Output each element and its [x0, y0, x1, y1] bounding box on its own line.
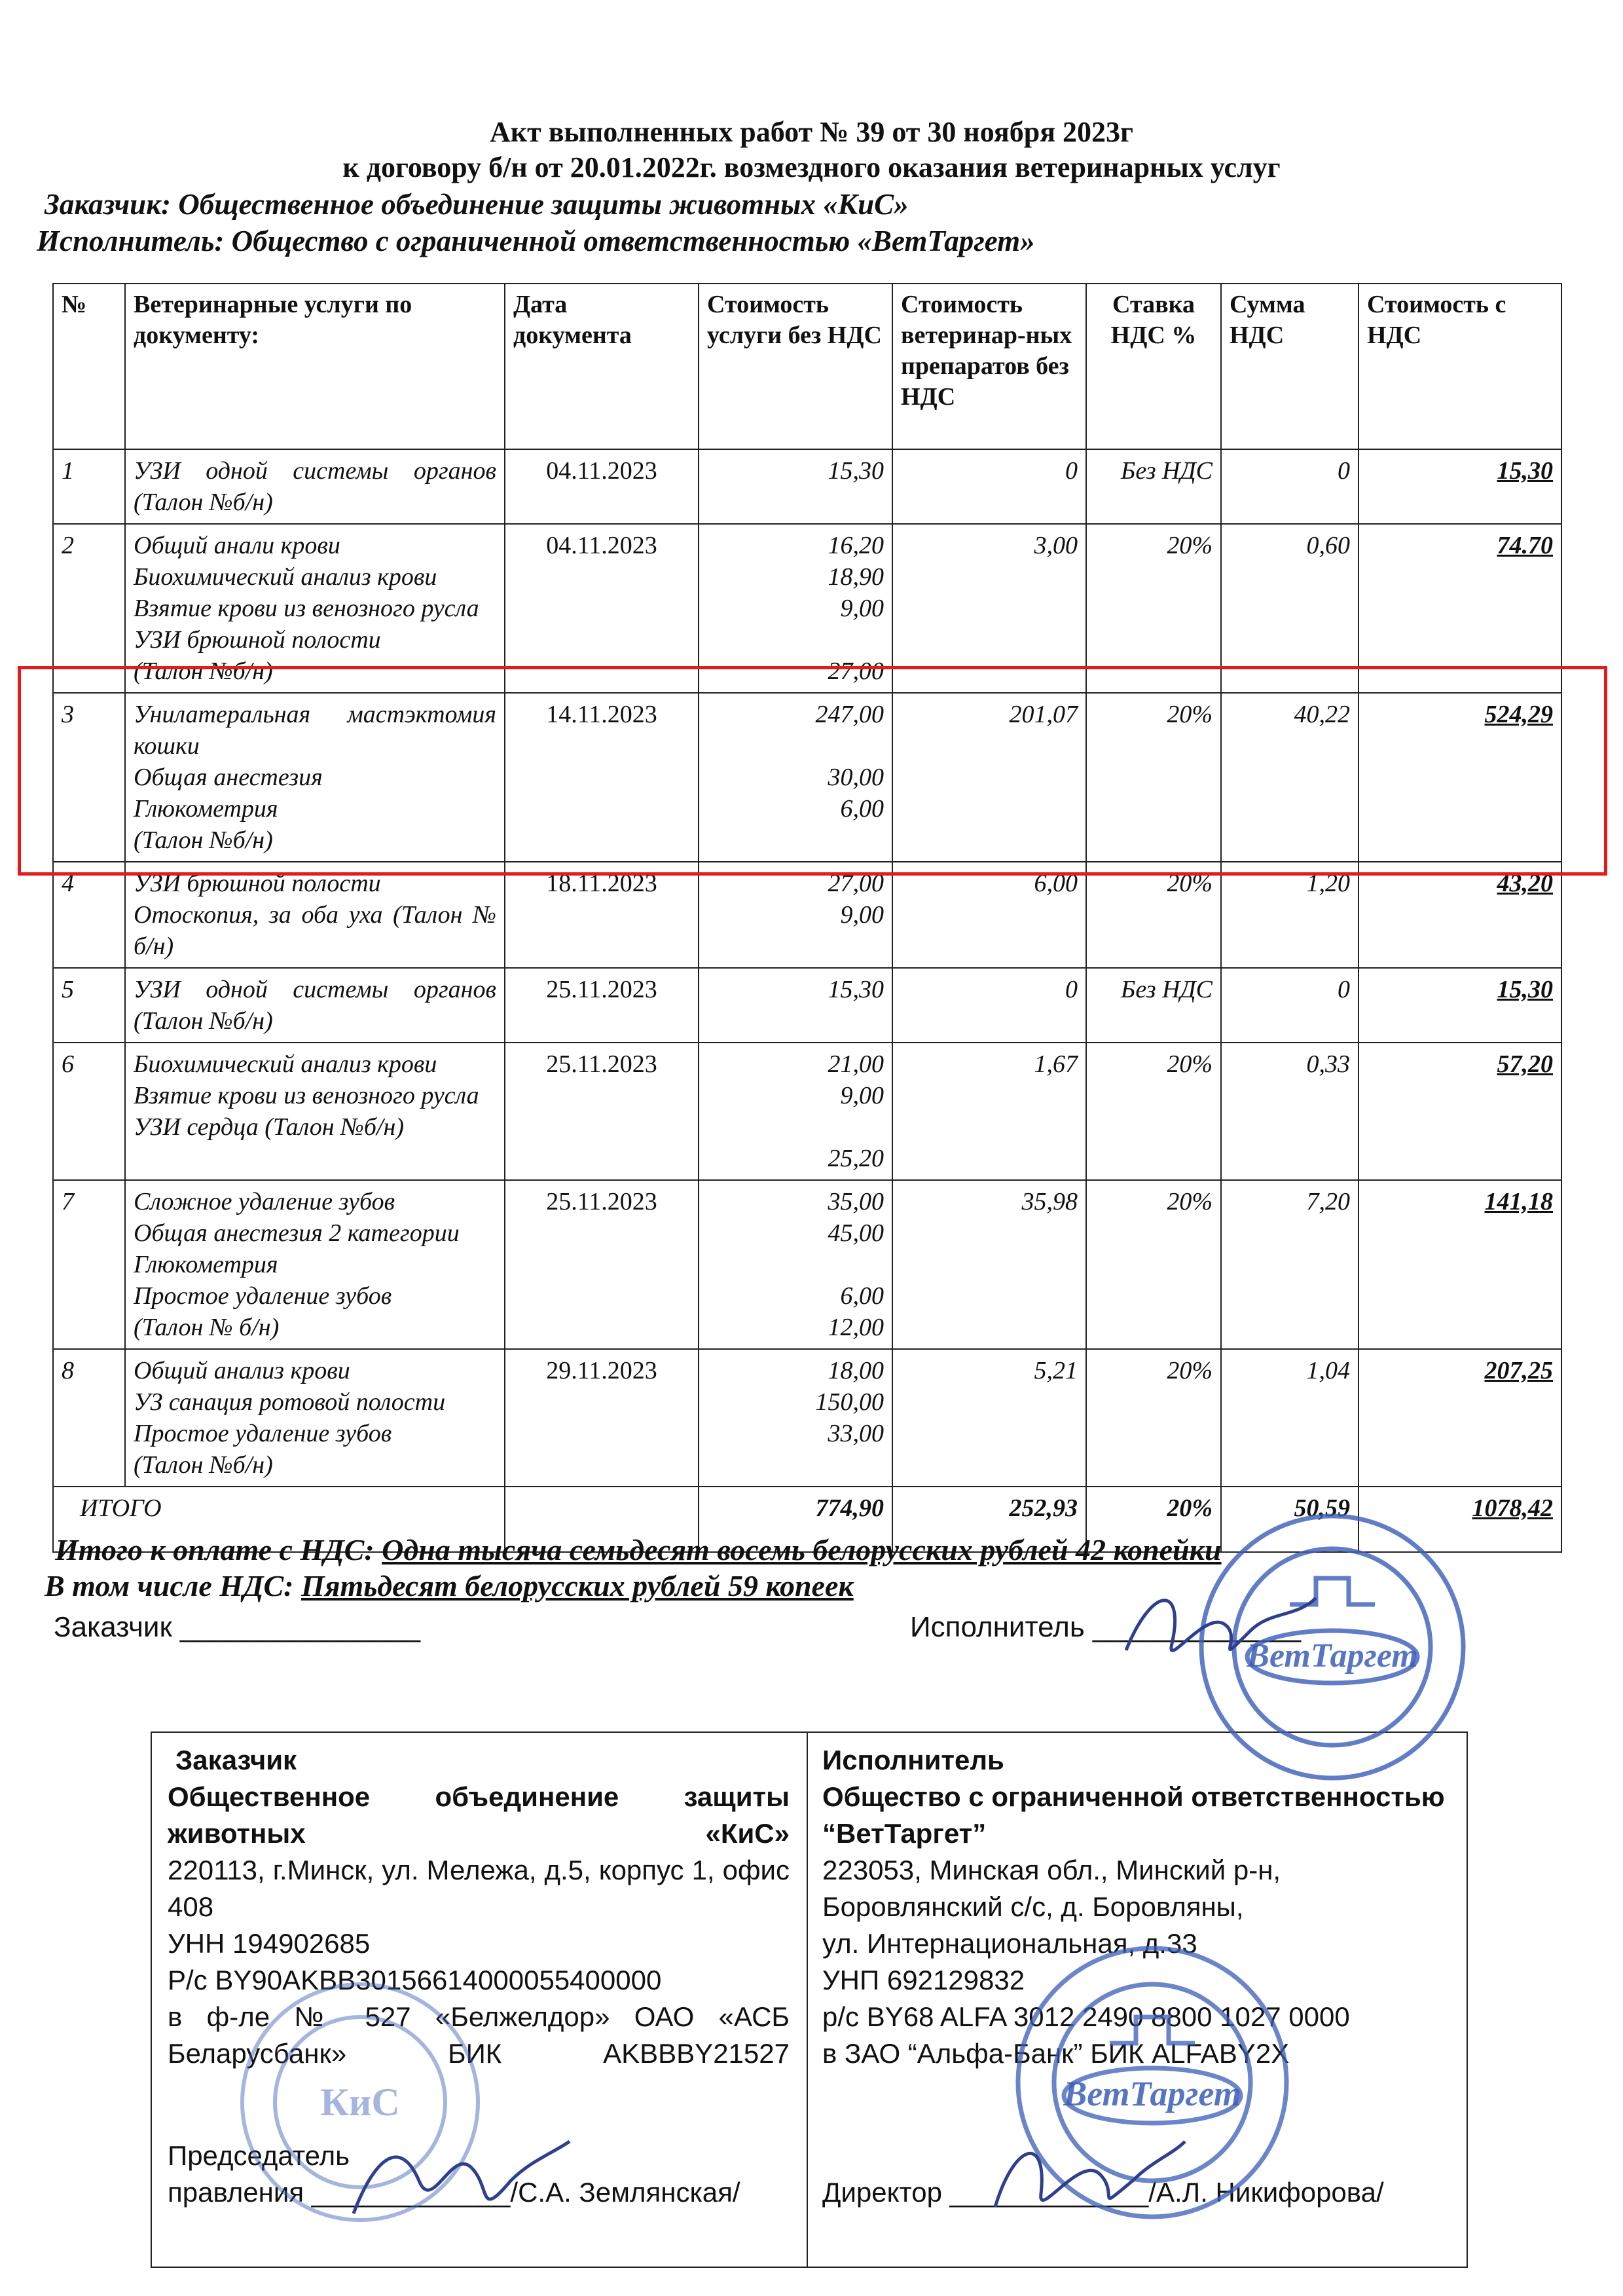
cost-item: 9,00	[840, 595, 884, 622]
contractor-address-3: ул. Интернациональная, д.33	[822, 1928, 1197, 1959]
customer-signer-title-1: Председатель	[168, 2140, 350, 2171]
cost-item: 45,00	[828, 1219, 884, 1247]
stamp-name-bottom: ВетТаргет	[1063, 2074, 1241, 2113]
col-header-services: Ветеринарные услуги по документу:	[125, 284, 505, 449]
row-rate: 20%	[1086, 1349, 1221, 1487]
row-vat: 40,22	[1221, 693, 1359, 862]
row-total: 15,30	[1359, 968, 1561, 1043]
row-total: 15,30	[1359, 449, 1561, 524]
cost-item: 15,30	[828, 457, 884, 485]
row-vat: 0,33	[1221, 1043, 1359, 1180]
service-item: Общий анали крови	[134, 532, 340, 559]
row-services	[125, 862, 505, 968]
row-services	[125, 1043, 505, 1180]
services-table	[52, 283, 1562, 1553]
table-row	[53, 1043, 1561, 1180]
highlight-rectangle	[18, 666, 1607, 876]
col-header-total: Стоимость с НДС	[1359, 284, 1561, 449]
itogo-drugs: 252,93	[892, 1487, 1086, 1552]
row-costs	[699, 1043, 892, 1180]
row-vat: 7,20	[1221, 1180, 1359, 1349]
row-vat: 0	[1221, 968, 1359, 1043]
row-drugs: 0	[892, 449, 1086, 524]
cost-item: 9,00	[840, 1082, 884, 1109]
table-row	[53, 1349, 1561, 1487]
customer-signature	[340, 2122, 576, 2233]
customer-account: Р/с BY90AKBB30156614000055400000	[168, 1965, 662, 1995]
service-item: Общая анестезия	[134, 764, 323, 791]
row-total: 207,25	[1359, 1349, 1561, 1487]
service-item: (Талон №б/н)	[134, 1451, 273, 1479]
col-header-rate: Ставка НДС %	[1086, 284, 1221, 449]
row-drugs: 201,07	[892, 693, 1086, 862]
customer-name: Общественное объединение защиты животных «КиС»	[168, 1781, 790, 1849]
cost-item: 150,00	[815, 1388, 884, 1416]
row-total: 74.70	[1359, 524, 1561, 693]
row-services	[125, 968, 505, 1043]
service-item: УЗИ одной системы органов (Талон №б/н)	[134, 976, 496, 1035]
row-drugs: 5,21	[892, 1349, 1086, 1487]
col-header-num: №	[53, 284, 125, 449]
row-total: 57,20	[1359, 1043, 1561, 1180]
cost-item: 12,00	[828, 1314, 884, 1341]
row-number: 6	[53, 1043, 125, 1180]
cost-item: 18,00	[828, 1357, 884, 1384]
itogo-vat: 50,59	[1221, 1487, 1359, 1552]
row-number: 5	[53, 968, 125, 1043]
row-total: 524,29	[1359, 693, 1561, 862]
row-services	[125, 1180, 505, 1349]
service-item: УЗИ сердца (Талон №б/н)	[134, 1113, 405, 1141]
service-item: Унилатеральная мастэктомия кошки	[134, 701, 496, 760]
cost-item: 33,00	[828, 1420, 884, 1447]
table-row	[53, 1180, 1561, 1349]
row-services	[125, 1349, 505, 1487]
row-rate: Без НДС	[1086, 449, 1221, 524]
col-header-vat: Сумма НДС	[1221, 284, 1359, 449]
table-row	[53, 862, 1561, 968]
row-drugs: 3,00	[892, 524, 1086, 693]
col-header-drugs: Стоимость ветеринар-ных препаратов без НДС	[892, 284, 1086, 449]
contractor-unp: УНП 692129832	[822, 1965, 1025, 1995]
cost-item: 30,00	[828, 764, 884, 791]
cost-item: 247,00	[815, 701, 884, 728]
customer-signer-name: _____________/С.А. Землянская/	[311, 2177, 740, 2208]
row-drugs: 1,67	[892, 1043, 1086, 1180]
row-number: 2	[53, 524, 125, 693]
service-item: (Талон №б/н)	[134, 826, 273, 854]
service-item: Простое удаление зубов	[134, 1420, 392, 1447]
row-number: 7	[53, 1180, 125, 1349]
col-header-cost: Стоимость услуги без НДС	[699, 284, 892, 449]
row-rate: 20%	[1086, 693, 1221, 862]
customer-role: Заказчик	[175, 1745, 297, 1775]
table-row	[53, 449, 1561, 524]
cost-item: 27,00	[828, 657, 884, 685]
vat-line	[45, 1568, 854, 1603]
cost-item: 18,90	[828, 563, 884, 591]
contractor-signature-line: Исполнитель _____________	[910, 1611, 1302, 1643]
service-item: Взятие крови из венозного русла	[134, 1082, 479, 1109]
service-item: (Талон № б/н)	[134, 1314, 280, 1341]
customer-signer-title-2: правления	[168, 2177, 304, 2208]
contractor-signer-line: Директор _____________/А.Л. Никифорова/	[822, 2177, 1384, 2208]
row-drugs: 0	[892, 968, 1086, 1043]
service-item: Простое удаление зубов	[134, 1282, 392, 1310]
vat-label: В том числе НДС:	[45, 1569, 294, 1602]
cost-item: 21,00	[828, 1050, 884, 1078]
customer-bank: в ф-ле № 527 «Белжелдор» ОАО «АСБ Беларусбанк» БИК AKBBBY21527	[168, 2001, 790, 2069]
service-item: УЗИ брюшной полости	[134, 870, 381, 897]
document-subtitle: к договору б/н от 20.01.2022г. возмездного оказания ветеринарных услуг	[342, 151, 1281, 183]
contractor-account: р/с BY68 ALFA 3012 2490 8800 1027 0000	[822, 2001, 1350, 2032]
row-number: 1	[53, 449, 125, 524]
stamp-name-top: ВетТаргет	[1247, 1637, 1418, 1675]
itogo-rate: 20%	[1086, 1487, 1221, 1552]
cost-item: 16,20	[828, 532, 884, 559]
itogo-label: ИТОГО	[53, 1487, 505, 1552]
cost-item: 15,30	[828, 976, 884, 1003]
contractor-address-2: Боровлянский с/с, д. Боровляны,	[822, 1891, 1244, 1922]
row-vat: 0,60	[1221, 524, 1359, 693]
row-date: 29.11.2023	[505, 1349, 699, 1487]
total-payable-words: Одна тысяча семьдесят восемь белорусских рублей 42 копейки	[382, 1533, 1222, 1566]
customer-address: 220113, г.Минск, ул. Мележа, д.5, корпус 1, офис 408	[168, 1855, 790, 1922]
service-item: Отоскопия, за оба уха (Талон № б/н)	[134, 901, 496, 960]
service-item: Сложное удаление зубов	[134, 1188, 395, 1215]
row-date: 04.11.2023	[505, 449, 699, 524]
row-drugs: 6,00	[892, 862, 1086, 968]
row-total: 141,18	[1359, 1180, 1561, 1349]
requisites-divider	[807, 1733, 808, 2267]
service-item: УЗ санация ротовой полости	[134, 1388, 446, 1416]
row-costs	[699, 862, 892, 968]
row-services	[125, 449, 505, 524]
contractor-bank: в ЗАО “Альфа-Банк” БИК ALFABY2X	[822, 2038, 1290, 2069]
service-item: Общий анализ крови	[134, 1357, 350, 1384]
document-title: Акт выполненных работ № 39 от 30 ноября 2023г	[490, 116, 1133, 148]
row-date: 25.11.2023	[505, 1043, 699, 1180]
row-costs	[699, 1180, 892, 1349]
row-date: 14.11.2023	[505, 693, 699, 862]
row-rate: 20%	[1086, 1180, 1221, 1349]
cost-item	[707, 1111, 884, 1143]
row-costs	[699, 449, 892, 524]
service-item: (Талон №б/н)	[134, 657, 273, 685]
row-rate: 20%	[1086, 524, 1221, 693]
itogo-total: 1078,42	[1359, 1487, 1561, 1552]
cost-item: 6,00	[840, 1282, 884, 1310]
cost-item	[707, 624, 884, 656]
total-payable-label: Итого к оплате с НДС:	[55, 1533, 374, 1566]
row-date: 25.11.2023	[505, 968, 699, 1043]
service-item: Общая анестезия 2 категории	[134, 1219, 460, 1247]
table-row	[53, 968, 1561, 1043]
row-vat: 1,20	[1221, 862, 1359, 968]
cost-item: 35,00	[828, 1188, 884, 1215]
contractor-signature-top	[1113, 1572, 1329, 1690]
service-item: Глюкометрия	[134, 795, 278, 823]
cost-item: 27,00	[828, 870, 884, 897]
service-item: УЗИ брюшной полости	[134, 626, 381, 654]
service-item: УЗИ одной системы органов (Талон №б/н)	[134, 457, 496, 516]
contractor-role: Исполнитель	[822, 1745, 1004, 1775]
row-date: 18.11.2023	[505, 862, 699, 968]
itogo-cost: 774,90	[699, 1487, 892, 1552]
contractor-name: Общество с ограниченной ответственностью “ВетТаргет”	[822, 1781, 1445, 1849]
stamp-name-customer: КиС	[320, 2081, 400, 2124]
contractor-line: Исполнитель: Общество с ограниченной ответственностью «ВетТаргет»	[37, 225, 1035, 257]
row-total: 43,20	[1359, 862, 1561, 968]
row-rate: 20%	[1086, 862, 1221, 968]
cost-item: 25,20	[828, 1145, 884, 1172]
vat-words: Пятьдесят белорусских рублей 59 копеек	[301, 1569, 854, 1602]
service-item: Глюкометрия	[134, 1251, 278, 1278]
row-rate: 20%	[1086, 1043, 1221, 1180]
row-number: 8	[53, 1349, 125, 1487]
row-number: 4	[53, 862, 125, 968]
row-date: 25.11.2023	[505, 1180, 699, 1349]
col-header-date: Дата документа	[505, 284, 699, 449]
row-drugs: 35,98	[892, 1180, 1086, 1349]
row-costs	[699, 1349, 892, 1487]
row-number: 3	[53, 693, 125, 862]
cost-item	[707, 1249, 884, 1280]
customer-signature-line: Заказчик _______________	[54, 1611, 420, 1643]
service-item: Биохимический анализ крови	[134, 563, 437, 591]
total-payable-line	[55, 1532, 1222, 1567]
customer-line: Заказчик: Общественное объединение защиты животных «КиС»	[45, 188, 909, 221]
service-item: Взятие крови из венозного русла	[134, 595, 479, 622]
row-costs	[699, 968, 892, 1043]
table-header-row	[53, 284, 1561, 449]
cost-item: 6,00	[840, 795, 884, 823]
customer-unn: УНН 194902685	[168, 1928, 371, 1959]
row-vat: 0	[1221, 449, 1359, 524]
service-item: Биохимический анализ крови	[134, 1050, 437, 1078]
contractor-address-1: 223053, Минская обл., Минский р-н,	[822, 1855, 1281, 1885]
row-rate: Без НДС	[1086, 968, 1221, 1043]
cost-item: 9,00	[840, 901, 884, 929]
row-date: 04.11.2023	[505, 524, 699, 693]
contractor-signature-bottom	[982, 2115, 1192, 2227]
row-vat: 1,04	[1221, 1349, 1359, 1487]
